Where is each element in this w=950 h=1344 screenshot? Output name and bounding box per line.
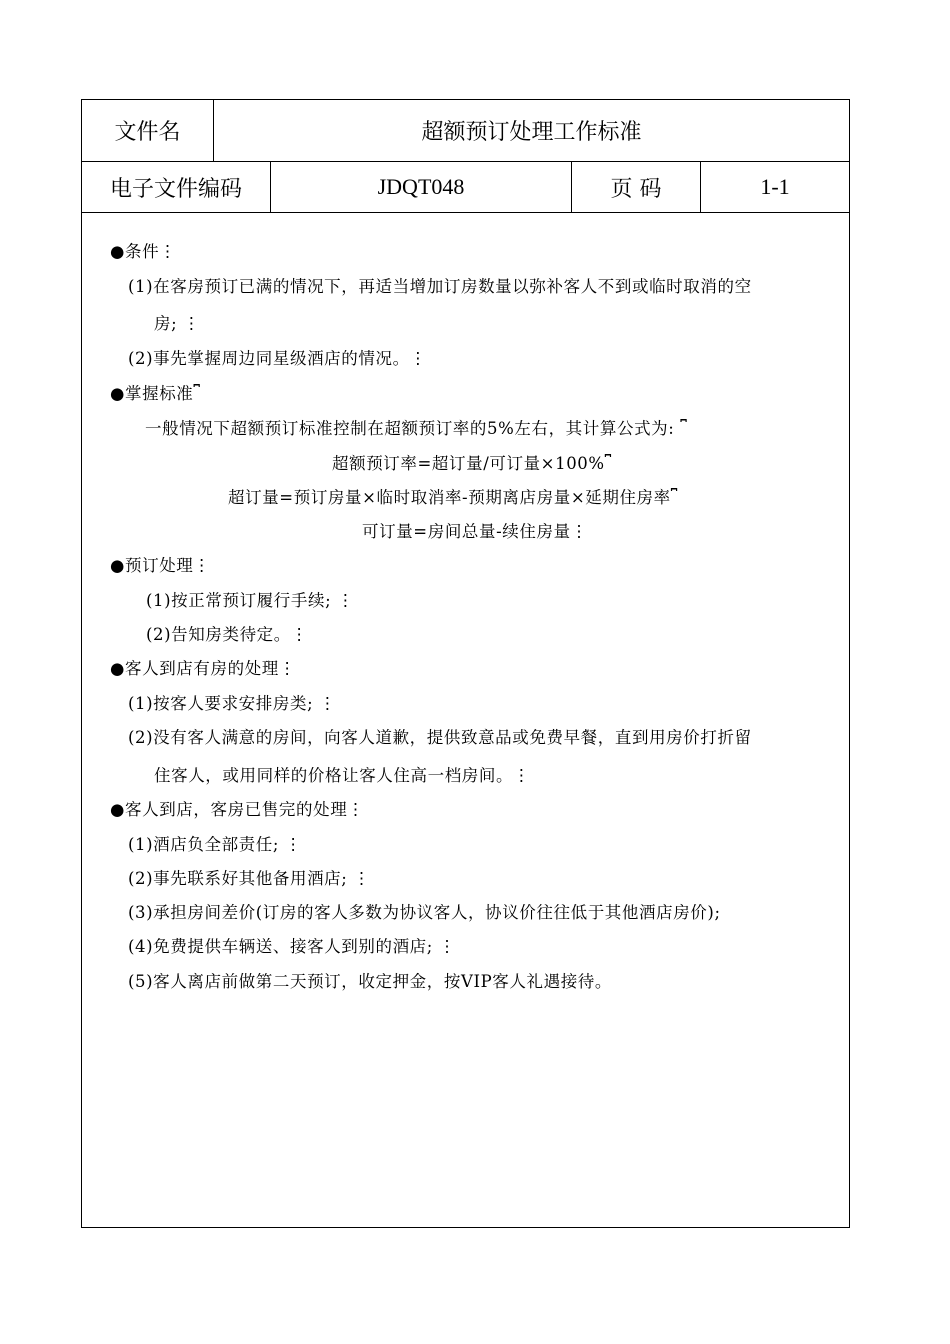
formula-overbooking-amount: 超订量=预订房量×临时取消率-预期离店房量×延期住房率⎴ (228, 488, 678, 507)
booking-item-1: (1)按正常预订履行手续; ⋮ (146, 591, 355, 610)
document-frame (81, 99, 850, 1228)
code-label: 电子文件编码 (82, 162, 271, 212)
document-title: 超额预订处理工作标准 (421, 120, 642, 145)
booking-item-2: (2)告知房类待定。⋮ (146, 625, 308, 644)
formula-bookable-amount: 可订量=房间总量-续住房量⋮ (362, 522, 588, 541)
formula-overbooking-rate: 超额预订率=超订量/可订量×100%⎴ (332, 454, 612, 473)
rooms-available-item-2-cont: 住客人，或用同样的价格让客人住高一档房间。⋮ (154, 766, 531, 785)
sold-out-item-4: (4)免费提供车辆送、接客人到别的酒店; ⋮ (128, 937, 456, 956)
conditions-item-1: (1)在客房预订已满的情况下，再适当增加订房数量以弥补客人不到或临时取消的空 (128, 277, 752, 296)
rooms-available-item-1: (1)按客人要求安排房类; ⋮ (128, 694, 337, 713)
conditions-item-2: (2)事先掌握周边同星级酒店的情况。⋮ (128, 349, 427, 368)
section-conditions-title: ●条件⋮ (110, 242, 177, 261)
section-standard-title: ●掌握标准⎴ (110, 384, 201, 403)
section-sold-out-title: ●客人到店，客房已售完的处理⋮ (110, 800, 365, 819)
code-row (82, 162, 849, 213)
section-booking-title: ●预订处理⋮ (110, 556, 211, 575)
section-rooms-available-title: ●客人到店有房的处理⋮ (110, 659, 296, 678)
sold-out-item-3: (3)承担房间差价(订房的客人多数为协议客人，协议价往往低于其他酒店房价); (128, 903, 721, 922)
file-name-label: 文件名 (82, 100, 214, 161)
rooms-available-item-2: (2)没有客人满意的房间，向客人道歉，提供致意品或免费早餐，直到用房价打折留 (128, 728, 752, 747)
document-body (82, 213, 849, 1227)
title-row (82, 100, 849, 162)
sold-out-item-5: (5)客人离店前做第二天预订，收定押金，按VIP客人礼遇接待。 (128, 972, 613, 991)
standard-text: 一般情况下超额预订标准控制在超额预订率的5%左右，其计算公式为: ⎴ (145, 419, 688, 438)
code-value: JDQT048 (271, 162, 572, 212)
sold-out-item-1: (1)酒店负全部责任; ⋮ (128, 835, 302, 854)
page-label: 页 码 (572, 162, 701, 212)
conditions-item-1-cont: 房; ⋮ (154, 314, 201, 333)
page-value: 1-1 (760, 174, 790, 199)
sold-out-item-2: (2)事先联系好其他备用酒店; ⋮ (128, 869, 371, 888)
